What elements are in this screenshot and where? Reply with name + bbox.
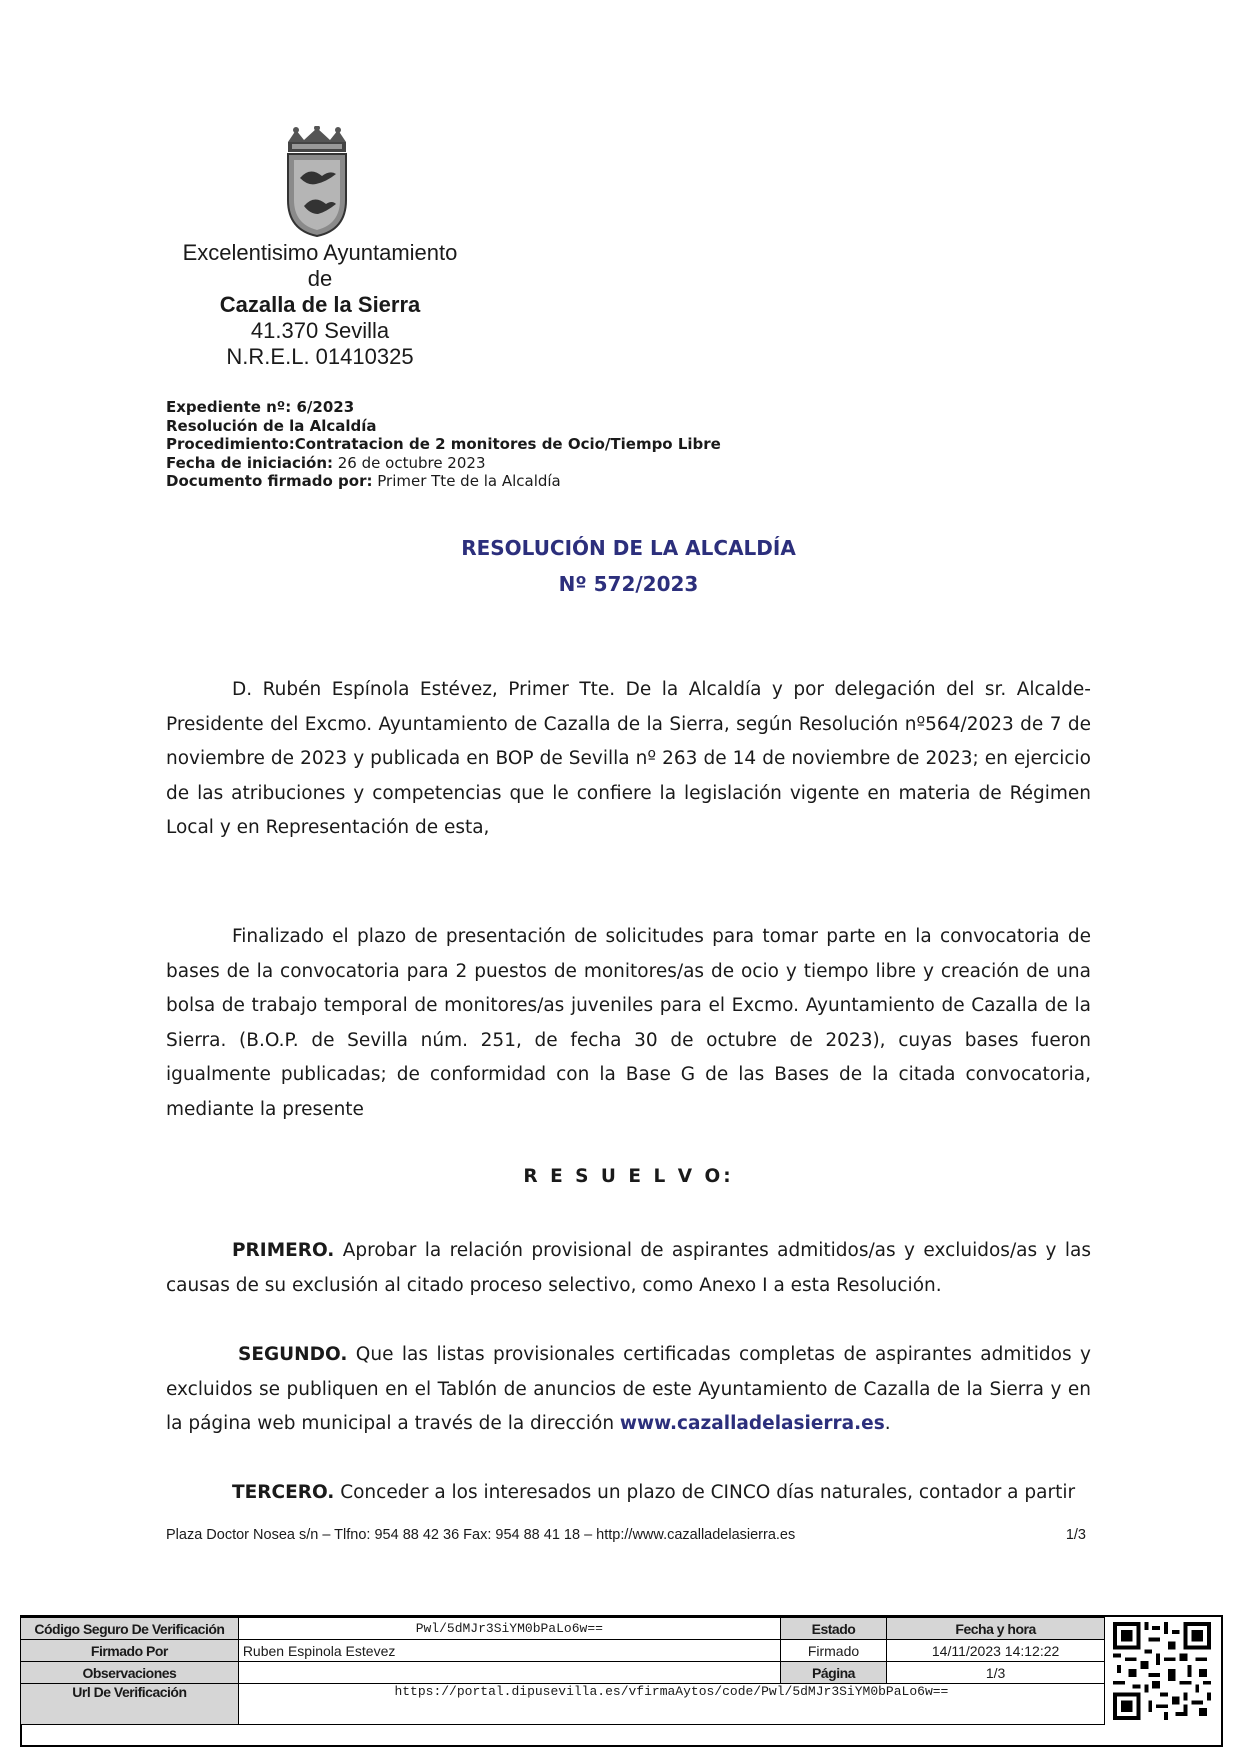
tercero-label: TERCERO. [232, 1482, 335, 1503]
fecha-hora-value: 14/11/2023 14:12:22 [887, 1640, 1105, 1662]
csv-value: Pwl/5dMJr3SiYM0bPaLo6w== [238, 1618, 780, 1640]
csv-label: Código Seguro De Verificación [21, 1618, 239, 1640]
firmado-value: Primer Tte de la Alcaldía [372, 472, 561, 490]
url-label: Url De Verificación [21, 1684, 239, 1725]
expediente: Expediente nº: 6/2023 [166, 398, 355, 416]
observaciones-value [238, 1662, 780, 1684]
observaciones-label: Observaciones [21, 1662, 239, 1684]
verification-url[interactable]: https://portal.dipusevilla.es/vfirmaAytos/code/Pwl/5dMJr3SiYM0bPaLo6w== [238, 1684, 1104, 1725]
pagina-value: 1/3 [887, 1662, 1105, 1684]
estado-label: Estado [780, 1618, 886, 1640]
file-metadata [166, 398, 721, 491]
fecha-hora-label: Fecha y hora [887, 1618, 1105, 1640]
fecha-label: Fecha de iniciación: [166, 453, 333, 472]
firmado-por-label: Firmado Por [21, 1640, 239, 1662]
website-link[interactable]: www.cazalladelasierra.es [619, 1413, 885, 1434]
qr-code-icon[interactable] [1113, 1622, 1211, 1720]
organization-header [150, 240, 490, 370]
resolucion-type: Resolución de la Alcaldía [166, 416, 377, 435]
estado-value: Firmado [780, 1640, 886, 1662]
primero-label: PRIMERO. [232, 1240, 335, 1261]
org-nrel: N.R.E.L. 01410325 [226, 344, 414, 369]
signature-verification-table [20, 1617, 1105, 1725]
procedimiento: Procedimiento:Contratacion de 2 monitores de Ocio/Tiempo Libre [166, 435, 721, 453]
org-name-line3: Cazalla de la Sierra [219, 292, 421, 317]
resolution-number: Nº 572/2023 [558, 572, 699, 596]
firmado-label: Documento firmado por: [166, 472, 373, 490]
coat-of-arms-logo [282, 126, 352, 238]
org-name-line1: Excelentisimo Ayuntamiento [182, 240, 458, 265]
fecha-value: 26 de octubre 2023 [333, 453, 486, 472]
paragraph-segundo: SEGUNDO. Que las listas provisionales certificadas completas de aspirantes admitidos y excluidos se publiquen en el Tablón de anuncios de este Ayuntamiento de Cazalla de la Sierra y en la página web municipal a través de la dirección www.cazalladelasierra.es. [166, 1344, 1091, 1434]
org-name-line2: de [307, 266, 333, 291]
document-title: RESOLUCIÓN DE LA ALCALDÍA [461, 536, 796, 560]
org-address: 41.370 Sevilla [250, 318, 390, 343]
firmado-por-value: Ruben Espinola Estevez [238, 1640, 780, 1662]
page-footer [166, 1527, 1086, 1543]
footer-address: Plaza Doctor Nosea s/n – Tlfno: 954 88 42 36 Fax: 954 88 41 18 – http://www.cazalladelasierra.es [166, 1527, 796, 1543]
pagina-label: Página [780, 1662, 886, 1684]
resuelvo-heading: R E S U E L V O: [523, 1166, 734, 1187]
paragraph-tercero: TERCERO. Conceder a los interesados un plazo de CINCO días naturales, contador a partir [232, 1482, 1076, 1503]
segundo-label: SEGUNDO. [238, 1344, 348, 1365]
paragraph-primero: PRIMERO. Aprobar la relación provisional de aspirantes admitidos/as y excluidos/as y las causas de su exclusión al citado proceso selectivo, como Anexo I a esta Resolución. [166, 1240, 1091, 1296]
footer-page-number: 1/3 [1065, 1527, 1086, 1543]
paragraph-intro: D. Rubén Espínola Estévez, Primer Tte. De la Alcaldía y por delegación del sr. Alcalde-Presidente del Excmo. Ayuntamiento de Cazalla de la Sierra, según Resolución nº564/2023 de 7 de noviembre de 2023 y publicada en BOP de Sevilla nº 263 de 14 de noviembre de 2023; en ejercicio de las atribuciones y competencias que le confiere la legislación vigente en materia de Régimen Local y en Representación de esta, [166, 679, 1091, 838]
paragraph-context: Finalizado el plazo de presentación de solicitudes para tomar parte en la convocatoria de bases de la convocatoria para 2 puestos de monitores/as de ocio y tiempo libre y creación de una bolsa de trabajo temporal de monitores/as juveniles para el Excmo. Ayuntamiento de Cazalla de la Sierra. (B.O.P. de Sevilla núm. 251, de fecha 30 de octubre de 2023), cuyas bases fueron igualmente publicadas; de conformidad con la Base G de las Bases de la citada convocatoria, mediante la presente [166, 926, 1091, 1120]
